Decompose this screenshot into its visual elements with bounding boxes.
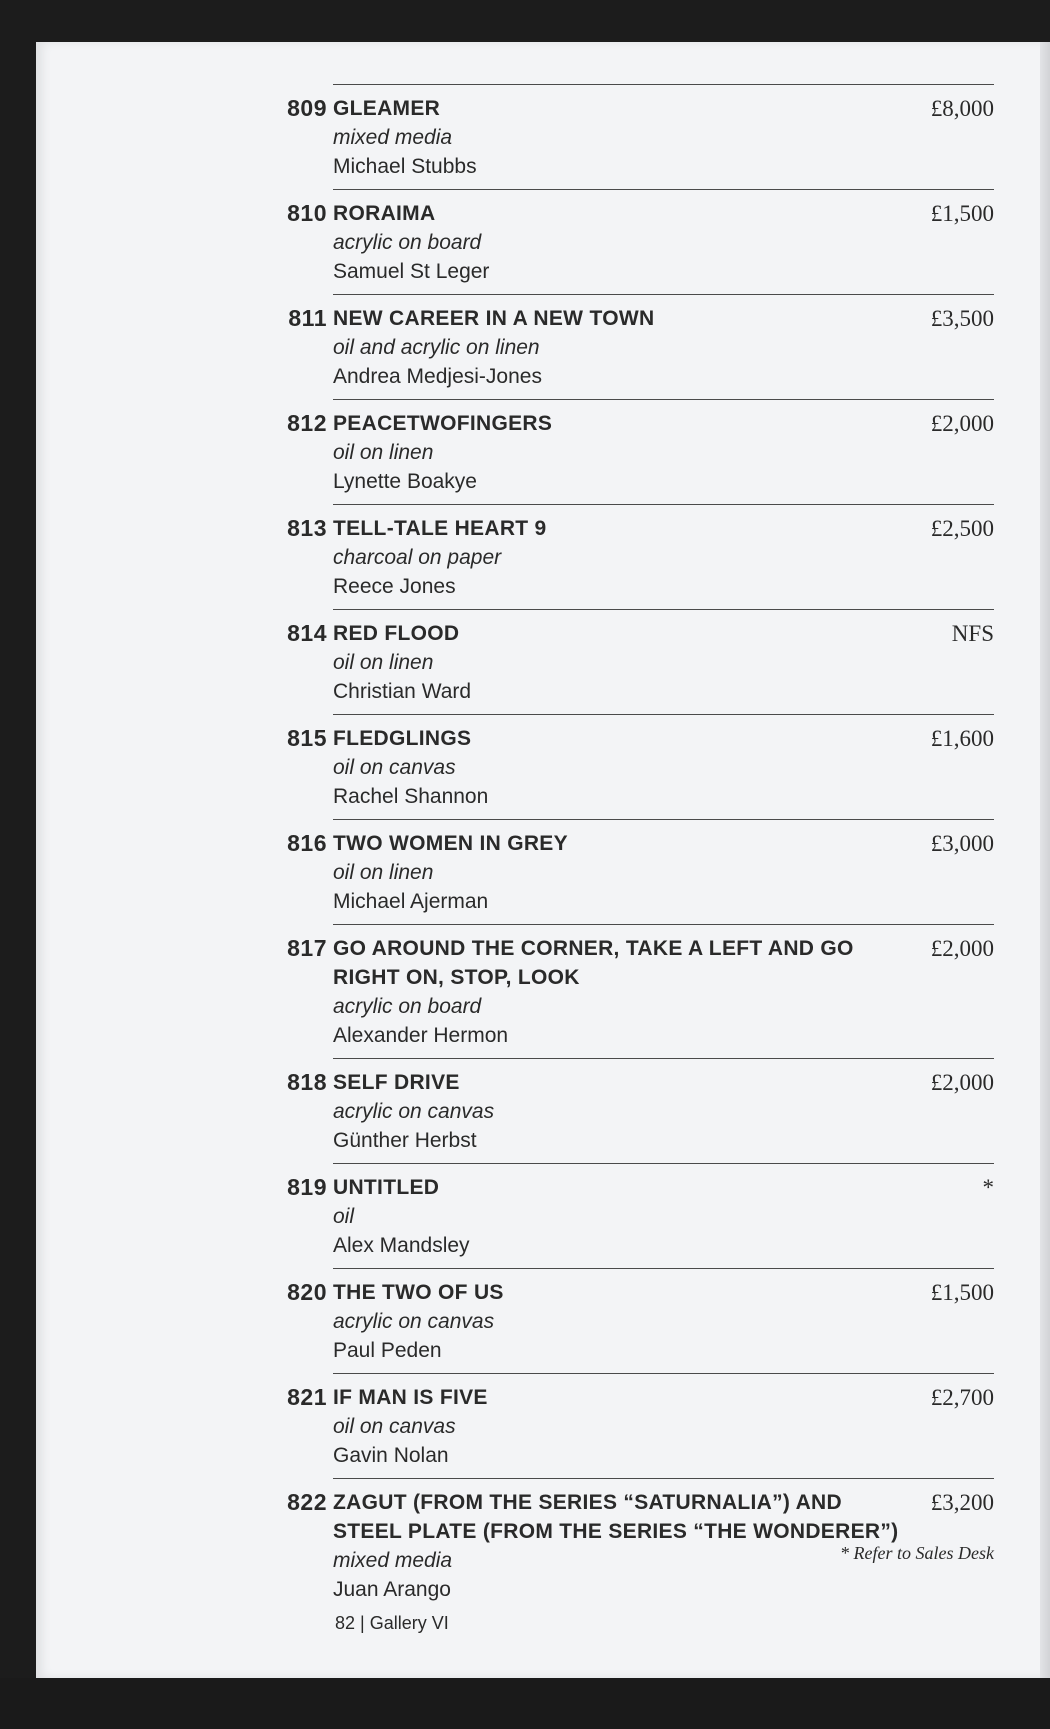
entry-price: £3,500 <box>930 306 994 331</box>
catalogue-entries <box>0 84 1050 1612</box>
entry-title: RED FLOOD <box>333 622 460 645</box>
catalogue-entry <box>287 504 994 609</box>
entry-title: RORAIMA <box>333 202 436 225</box>
entry-medium: acrylic on board <box>333 231 482 254</box>
entry-price: £1,500 <box>930 201 994 226</box>
entry-title: FLEDGLINGS <box>333 727 472 750</box>
entry-title: UNTITLED <box>333 1176 440 1199</box>
entry-title: GLEAMER <box>333 97 441 120</box>
entry-medium: oil on canvas <box>333 756 456 779</box>
entry-number: 816 <box>287 830 327 856</box>
entry-price: £2,000 <box>930 1070 994 1095</box>
entry-medium: oil on linen <box>333 651 434 674</box>
entry-artist: Paul Peden <box>333 1339 442 1362</box>
entry-number: 818 <box>287 1069 327 1095</box>
entry-artist: Reece Jones <box>333 575 456 598</box>
entry-number: 810 <box>287 200 327 226</box>
entry-artist: Michael Ajerman <box>333 890 489 913</box>
entry-number: 822 <box>287 1489 327 1515</box>
entry-number: 809 <box>287 95 327 121</box>
entry-artist: Günther Herbst <box>333 1129 477 1152</box>
catalogue-entry <box>287 399 994 504</box>
entry-number: 820 <box>287 1279 327 1305</box>
entry-medium: acrylic on board <box>333 995 482 1018</box>
entry-number: 817 <box>287 935 327 961</box>
entry-title: PEACETWOFINGERS <box>333 412 553 435</box>
entry-artist: Alexander Hermon <box>333 1024 509 1047</box>
sales-desk-note: * Refer to Sales Desk <box>840 1543 994 1563</box>
catalogue-entry <box>287 1373 994 1478</box>
entry-medium: acrylic on canvas <box>333 1310 495 1333</box>
entry-title: SELF DRIVE <box>333 1071 460 1094</box>
entry-number: 821 <box>287 1384 327 1410</box>
entry-price: £2,000 <box>930 936 994 961</box>
entry-number: 813 <box>287 515 327 541</box>
entry-medium: oil on linen <box>333 861 434 884</box>
entry-number: 812 <box>287 410 327 436</box>
entry-title: TWO WOMEN IN GREY <box>333 832 568 855</box>
entry-price: NFS <box>951 621 994 646</box>
entry-artist: Christian Ward <box>333 680 472 703</box>
entry-medium: charcoal on paper <box>333 546 502 569</box>
page-footer: 82 | Gallery VI <box>335 1613 449 1633</box>
entry-artist: Andrea Medjesi-Jones <box>333 365 542 388</box>
catalogue-entry <box>288 294 994 399</box>
entry-medium: mixed media <box>333 126 453 149</box>
entry-price: £1,600 <box>930 726 994 751</box>
entry-price: £1,500 <box>930 1280 994 1305</box>
entry-medium: oil on linen <box>333 441 434 464</box>
entry-price: * <box>982 1175 994 1200</box>
entry-number: 815 <box>287 725 327 751</box>
entry-title: GO AROUND THE CORNER, TAKE A LEFT AND GO RIGHT ON, STOP, LOOK <box>333 937 854 989</box>
background-strip <box>0 1678 1050 1729</box>
entry-title: THE TWO OF US <box>333 1281 504 1304</box>
catalogue-entry <box>287 1163 994 1268</box>
entry-artist: Michael Stubbs <box>333 155 477 178</box>
entry-number: 811 <box>288 305 327 331</box>
entry-medium: oil <box>333 1205 355 1228</box>
entry-artist: Lynette Boakye <box>333 470 477 493</box>
entry-medium: oil on canvas <box>333 1415 456 1438</box>
entry-price: £8,000 <box>930 96 994 121</box>
entry-artist: Alex Mandsley <box>333 1234 470 1257</box>
catalogue-entry <box>287 84 994 189</box>
entry-artist: Samuel St Leger <box>333 260 490 283</box>
entry-title: IF MAN IS FIVE <box>333 1386 488 1409</box>
entry-medium: oil and acrylic on linen <box>333 336 540 359</box>
entry-price: £2,500 <box>930 516 994 541</box>
entry-price: £3,200 <box>930 1490 994 1515</box>
entry-price: £2,000 <box>930 411 994 436</box>
entry-title: NEW CAREER IN A NEW TOWN <box>333 307 655 330</box>
entry-number: 814 <box>287 620 327 646</box>
entry-price: £2,700 <box>930 1385 994 1410</box>
catalogue-entry <box>287 1268 994 1373</box>
entry-medium: mixed media <box>333 1549 453 1572</box>
catalogue-entry <box>287 1058 994 1163</box>
entry-artist: Gavin Nolan <box>333 1444 449 1467</box>
catalogue-entry <box>287 189 994 294</box>
catalogue-entry <box>287 714 994 819</box>
entry-price: £3,000 <box>930 831 994 856</box>
catalogue-entry <box>287 609 994 714</box>
entry-artist: Juan Arango <box>333 1578 451 1601</box>
entry-artist: Rachel Shannon <box>333 785 489 808</box>
entry-title: ZAGUT (FROM THE SERIES “SATURNALIA”) AND STEEL PLATE (FROM THE SERIES “THE WONDERER”) <box>333 1491 899 1543</box>
entry-medium: acrylic on canvas <box>333 1100 495 1123</box>
entry-title: TELL-TALE HEART 9 <box>333 517 547 540</box>
catalogue-entry <box>287 819 994 924</box>
catalogue-entry <box>287 924 994 1058</box>
entry-number: 819 <box>287 1174 327 1200</box>
